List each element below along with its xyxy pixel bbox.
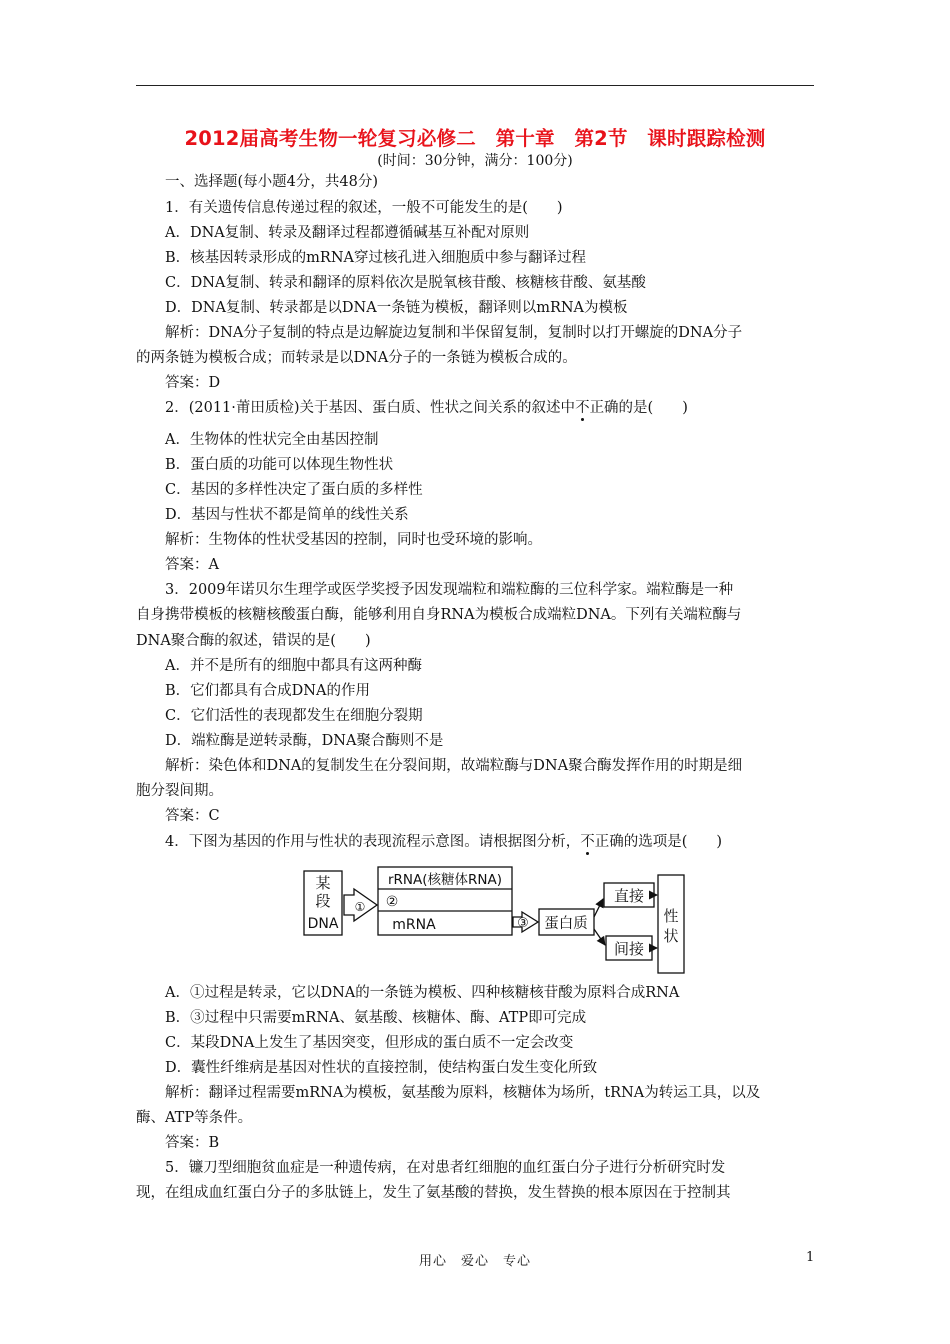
q3-answer: 答案：C: [165, 808, 220, 824]
question-2: 2．(2011·莆田质检)关于基因、蛋白质、性状之间关系的叙述中不正确的是( ): [165, 400, 688, 416]
question-1: 1．有关遗传信息传递过程的叙述，一般不可能发生的是( ): [165, 200, 563, 216]
q2-option-d: D．基因与性状不都是简单的线性关系: [165, 507, 409, 523]
arrow-to-direct: [594, 899, 603, 917]
q4-option-d: D．囊性纤维病是基因对性状的直接控制，使结构蛋白发生变化所致: [165, 1060, 598, 1076]
q1-explanation-cont: 的两条链为模板合成；而转录是以DNA分子的一条链为模板合成的。: [136, 350, 577, 366]
step-1-label: ①: [354, 900, 366, 914]
header-rule: [136, 85, 814, 86]
mrna-label: mRNA: [392, 917, 436, 933]
q4-option-c: C．某段DNA上发生了基因突变，但形成的蛋白质不一定会改变: [165, 1035, 574, 1051]
document-title: 2012届高考生物一轮复习必修二 第十章 第2节 课时跟踪检测: [184, 127, 766, 150]
q4-explanation: 解析：翻译过程需要mRNA为模板，氨基酸为原料，核糖体为场所，tRNA为转运工具，以及: [165, 1085, 761, 1101]
q2-option-c: C．基因的多样性决定了蛋白质的多样性: [165, 482, 423, 498]
indirect-label: 间接: [613, 940, 645, 958]
direct-label: 直接: [613, 887, 645, 905]
dna-label-3: DNA: [307, 916, 339, 932]
question-4: 4．下图为基因的作用与性状的表现流程示意图。请根据图分析，不正确的选项是( ): [165, 834, 723, 850]
q4-explanation-cont: 酶、ATP等条件。: [136, 1110, 253, 1126]
protein-label: 蛋白质: [544, 916, 588, 932]
trait-label-1: 性: [663, 907, 679, 925]
question-3: 3．2009年诺贝尔生理学或医学奖授予因发现端粒和端粒酶的三位科学家。端粒酶是一种: [165, 582, 734, 598]
trait-label-2: 状: [663, 927, 679, 945]
question-3-cont: 自身携带模板的核糖核酸蛋白酶，能够利用自身RNA为模板合成端粒DNA。下列有关端粒酶与: [136, 607, 742, 623]
q1-explanation: 解析：DNA分子复制的特点是边解旋边复制和半保留复制，复制时以打开螺旋的DNA分子: [165, 325, 743, 341]
q3-option-c: C．它们活性的表现都发生在细胞分裂期: [165, 708, 423, 724]
document-subtitle: (时间：30分钟，满分：100分): [377, 153, 573, 169]
q1-option-b: B．核基因转录形成的mRNA穿过核孔进入细胞质中参与翻译过程: [165, 250, 586, 266]
question-3-cont2: DNA聚合酶的叙述，错误的是( ): [136, 633, 371, 649]
arrow-to-indirect: [594, 929, 605, 945]
dna-label-2: 段: [315, 892, 331, 910]
q2-option-a: A．生物体的性状完全由基因控制: [165, 432, 379, 448]
q4-option-b: B．③过程中只需要mRNA、氨基酸、核糖体、酶、ATP即可完成: [165, 1010, 587, 1026]
step-3-label: ③: [517, 916, 529, 931]
step-2-label: ②: [385, 894, 399, 910]
question-5: 5．镰刀型细胞贫血症是一种遗传病，在对患者红细胞的血红蛋白分子进行分析研究时发: [165, 1160, 726, 1176]
page-number: 1: [806, 1250, 815, 1265]
q1-option-c: C．DNA复制、转录和翻译的原料依次是脱氧核苷酸、核糖核苷酸、氨基酸: [165, 275, 646, 291]
q3-explanation-cont: 胞分裂间期。: [136, 783, 223, 799]
dna-label-1: 某: [315, 874, 331, 892]
q2-explanation: 解析：生物体的性状受基因的控制，同时也受环境的影响。: [165, 532, 542, 548]
question-5-cont: 现，在组成血红蛋白分子的多肽链上，发生了氨基酸的替换，发生替换的根本原因在于控制其: [136, 1185, 731, 1201]
section-heading: 一、选择题(每小题4分，共48分): [165, 174, 378, 190]
q3-option-a: A．并不是所有的细胞中都具有这两种酶: [165, 658, 422, 674]
gene-trait-flow-diagram: [302, 861, 687, 978]
q3-option-d: D．端粒酶是逆转录酶，DNA聚合酶则不是: [165, 733, 444, 749]
q3-option-b: B．它们都具有合成DNA的作用: [165, 683, 370, 699]
q1-option-d: D．DNA复制、转录都是以DNA一条链为模板，翻译则以mRNA为模板: [165, 300, 628, 316]
q4-option-a: A．①过程是转录，它以DNA的一条链为模板、四种核糖核苷酸为原料合成RNA: [165, 985, 680, 1001]
rrna-label: rRNA(核糖体RNA): [387, 872, 503, 888]
q1-answer: 答案：D: [165, 375, 221, 391]
footer-motto: 用心 爱心 专心: [418, 1254, 531, 1269]
q1-option-a: A．DNA复制、转录及翻译过程都遵循碱基互补配对原则: [165, 225, 530, 241]
q3-explanation: 解析：染色体和DNA的复制发生在分裂间期，故端粒酶与DNA聚合酶发挥作用的时期是细: [165, 758, 743, 774]
emphasis-not: 不: [575, 400, 590, 416]
q2-answer: 答案：A: [165, 557, 219, 573]
q2-option-b: B．蛋白质的功能可以体现生物性状: [165, 457, 394, 473]
emphasis-not: 不: [580, 834, 595, 850]
q4-answer: 答案：B: [165, 1135, 220, 1151]
